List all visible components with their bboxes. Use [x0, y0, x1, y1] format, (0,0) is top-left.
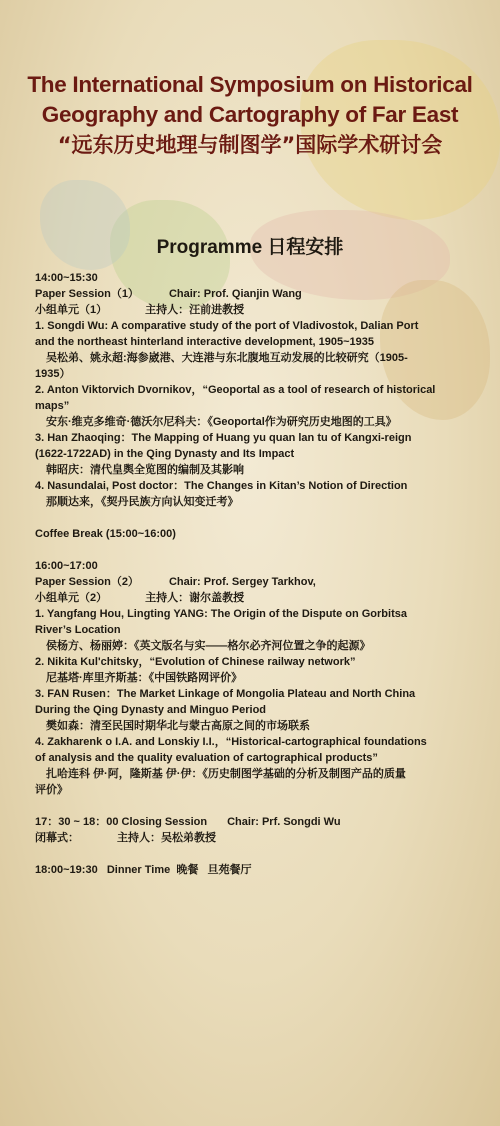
paper-text-cn: 吴松弟、姚永超:海参崴港、大连港与东北腹地互动发展的比较研究（1905- [46, 352, 408, 364]
session2-header-cn [35, 590, 475, 606]
paper-text: 3. Han Zhaoqing：The Mapping of Huang yu quan lan tu of Kangxi-reign [35, 432, 412, 444]
closing-en [35, 814, 475, 830]
dinner-time: 18:00~19:30 Dinner Time 晚餐 旦苑餐厅 [35, 864, 252, 876]
paper-text-cn: 安东·维克多维奇·德沃尔尼科夫：《Geoportal作为研究历史地图的工具》 [46, 416, 397, 428]
paper-text: 2. Nikita Kul'chitsky，“Evolution of Chinese railway network” [35, 656, 356, 668]
paper-text: 4. Zakharenk o I.A. and Lonskiy I.I.，“Historical-cartographical foundations [35, 736, 427, 748]
paper-text-cn: 扎哈连科 伊·阿，隆斯基 伊·伊：《历史制图学基础的分析及制图产品的质量 [46, 768, 406, 780]
session1-header-en [35, 286, 475, 302]
session2-title-en: Paper Session（2） [35, 576, 139, 588]
paper-text-cn: 1935） [35, 368, 71, 380]
closing-session-cn: 闭幕式： [35, 832, 79, 844]
programme-heading: Programme 日程安排 [156, 237, 344, 258]
session2-time: 16:00~17:00 [35, 560, 98, 572]
session1-chair-en: Chair: Prof. Qianjin Wang [168, 288, 302, 300]
title-block [0, 70, 500, 160]
paper-text: (1622-1722AD) in the Qing Dynasty and Its Impact [35, 448, 295, 460]
paper-text: 3. FAN Rusen：The Market Linkage of Mongolia Plateau and North China [35, 688, 416, 700]
session2-chair-cn: 主持人：谢尔盖教授 [145, 592, 245, 604]
paper-text-cn: 尼基塔·库里齐斯基：《中国铁路网评价》 [46, 672, 243, 684]
paper-text-cn: 侯杨方、杨丽婷：《英文版名与实——格尔必齐河位置之争的起源》 [46, 640, 371, 652]
paper-text: 2. Anton Viktorvich Dvornikov，“Geoportal as a tool of research of historical [35, 384, 436, 396]
session2-header-en [35, 574, 475, 590]
session2-chair-en: Chair: Prof. Sergey Tarkhov, [168, 576, 316, 588]
session1-title-cn: 小组单元（1） [35, 304, 108, 316]
coffee-break: Coffee Break (15:00~16:00) [35, 528, 176, 540]
paper-text: River’s Location [35, 624, 121, 636]
paper-text: and the northeast hinterland interactive development, 1905~1935 [35, 336, 374, 348]
paper-text-cn: 那顺达来，《契丹民族方向认知变迁考》 [46, 496, 239, 508]
session1-time: 14:00~15:30 [35, 272, 98, 284]
paper-text: 1. Songdi Wu: A comparative study of the port of Vladivostok, Dalian Port [35, 320, 419, 332]
paper-text: During the Qing Dynasty and Minguo Period [35, 704, 267, 716]
session1-chair-cn: 主持人：汪前进教授 [145, 304, 245, 316]
paper-text: maps” [35, 400, 70, 412]
closing-session: 17：30 ~ 18：00 Closing Session [35, 816, 208, 828]
paper-text: of analysis and the quality evaluation of cartographical products” [35, 752, 378, 764]
session1-title-en: Paper Session（1） [35, 288, 139, 300]
paper-text: 1. Yangfang Hou, Lingting YANG: The Origin of the Dispute on Gorbitsa [35, 608, 407, 620]
session2-title-cn: 小组单元（2） [35, 592, 108, 604]
paper-text: 4. Nasundalai, Post doctor：The Changes in Kitan’s Notion of Direction [35, 480, 408, 492]
title-chinese: “远东历史地理与制图学”国际学术研讨会 [57, 133, 443, 157]
schedule [35, 270, 475, 878]
title-line-2: Geography and Cartography of Far East [41, 102, 459, 127]
closing-chair-en: Chair: Prf. Songdi Wu [227, 816, 341, 828]
closing-chair-cn: 主持人：吴松弟教授 [117, 832, 216, 844]
title-line-1: The International Symposium on Historical [27, 72, 473, 97]
paper-text-cn: 评价》 [35, 784, 68, 796]
closing-cn [35, 830, 475, 846]
session1-header-cn [35, 302, 475, 318]
paper-text-cn: 樊如森：清至民国时期华北与蒙古高原之间的市场联系 [46, 720, 310, 732]
paper-text-cn: 韩昭庆：清代皇舆全览图的编制及其影响 [46, 464, 244, 476]
